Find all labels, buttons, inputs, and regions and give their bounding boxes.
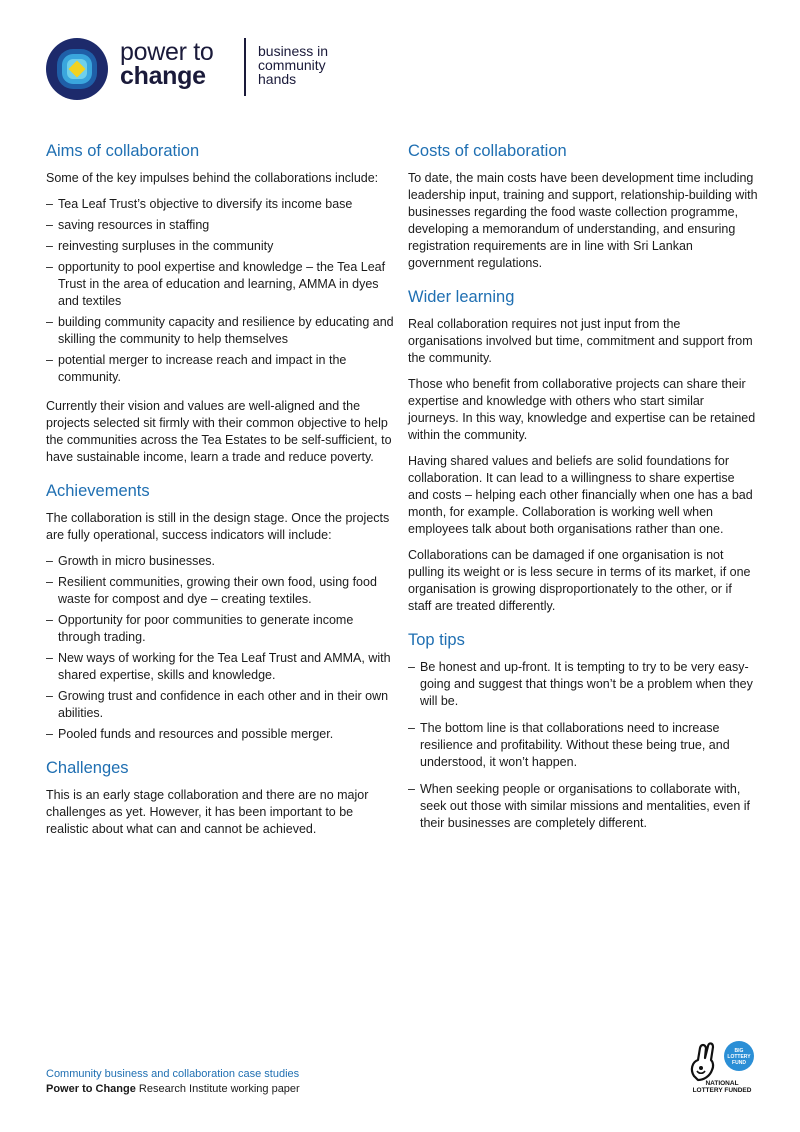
tagline-line: community bbox=[258, 57, 326, 73]
list-item: – Tea Leaf Trust’s objective to diversify its income base bbox=[46, 196, 396, 213]
footer-paper-rest: Research Institute working paper bbox=[135, 1083, 300, 1095]
achievements-section bbox=[46, 480, 396, 743]
funder-caption bbox=[678, 1080, 766, 1094]
list-item: – reinvesting surpluses in the community bbox=[46, 238, 396, 255]
list-item: – saving resources in staffing bbox=[46, 217, 396, 234]
header-divider bbox=[244, 38, 246, 96]
funder-caption-line: NATIONAL bbox=[705, 1080, 739, 1087]
top-tips-section bbox=[408, 629, 758, 832]
aims-section bbox=[46, 140, 396, 466]
list-item: – Resilient communities, growing their own food, using food waste for compost and dye – creating textiles. bbox=[46, 574, 396, 608]
aims-intro: Some of the key impulses behind the collaborations include: bbox=[46, 171, 379, 185]
list-item: – When seeking people or organisations to collaborate with, seek out those with similar missions and mentalities, even if their businesses are completely different. bbox=[408, 781, 758, 832]
list-item: – Pooled funds and resources and possible merger. bbox=[46, 726, 396, 743]
funder-caption-line: LOTTERY FUNDED bbox=[692, 1087, 752, 1094]
challenges-section bbox=[46, 757, 396, 838]
costs-text: To date, the main costs have been development time including leadership input, training and support, relationship-building with businesses regarding the food waste collection programme, developing a memorandum of understanding, and ensuring registration requirements are in line with Sri Lankan government regulations. bbox=[408, 171, 758, 270]
aims-outro: Currently their vision and values are well-aligned and the projects selected sit firmly with their common objective to help the communities across the Tea Estates to be self-sufficient, to have sustainable income, learn a trade and reduce poverty. bbox=[46, 399, 392, 464]
costs-heading: Costs of collaboration bbox=[408, 142, 567, 160]
achievements-heading: Achievements bbox=[46, 482, 150, 500]
left-column bbox=[46, 140, 396, 852]
list-item: – New ways of working for the Tea Leaf Trust and AMMA, with shared expertise, skills and knowledge. bbox=[46, 650, 396, 684]
top-tips-heading: Top tips bbox=[408, 631, 465, 649]
achievements-list bbox=[46, 553, 396, 743]
footer-series-title: Community business and collaboration case studies bbox=[46, 1068, 300, 1080]
achievements-intro: The collaboration is still in the design stage. Once the projects are fully operational, success indicators will include: bbox=[46, 511, 390, 542]
list-item: – Be honest and up-front. It is tempting to try to be very easy-going and suggest that things won’t be a problem when they will be. bbox=[408, 659, 758, 710]
aims-heading: Aims of collaboration bbox=[46, 142, 200, 160]
footer bbox=[46, 1067, 300, 1097]
footer-brand: Power to Change bbox=[46, 1083, 136, 1095]
challenges-text: This is an early stage collaboration and there are no major challenges as yet. However, it has been important to be realistic about what can and cannot be achieved. bbox=[46, 788, 369, 836]
brand-wordmark bbox=[120, 40, 238, 88]
costs-section bbox=[408, 140, 758, 272]
power-to-change-logo-icon bbox=[46, 38, 108, 100]
tagline-line: hands bbox=[258, 71, 297, 87]
wider-learning-paragraph: Having shared values and beliefs are solid foundations for collaboration. It can lead to a willingness to share expertise and costs – helping each other financially when one has a bad month, for example. Collaboration is working well when employees talk about both organisations rather than one. bbox=[408, 454, 753, 536]
tagline-line: business in bbox=[258, 43, 329, 59]
wider-learning-paragraph: Those who benefit from collaborative projects can share their expertise and knowledge with others who start similar journeys. In this way, knowledge and expertise can be retained within the community. bbox=[408, 377, 756, 442]
aims-list bbox=[46, 196, 396, 386]
tagline bbox=[258, 44, 368, 86]
challenges-heading: Challenges bbox=[46, 759, 129, 777]
list-item: – The bottom line is that collaborations need to increase resilience and profitability. Without these being true, and understood, it won’t happen. bbox=[408, 720, 758, 771]
badge-text: FUND bbox=[732, 1060, 746, 1066]
list-item: – building community capacity and resilience by educating and skilling the community to help themselves bbox=[46, 314, 396, 348]
brand-line-1: power to bbox=[120, 38, 214, 66]
right-column bbox=[408, 140, 758, 846]
badge-text: BIG bbox=[734, 1048, 744, 1054]
list-item: – Growth in micro businesses. bbox=[46, 553, 396, 570]
wider-learning-heading: Wider learning bbox=[408, 288, 515, 306]
footer-paper-title bbox=[46, 1082, 300, 1097]
brand-line-2: change bbox=[120, 62, 206, 90]
list-item: – potential merger to increase reach and impact in the community. bbox=[46, 352, 396, 386]
badge-text: LOTTERY bbox=[727, 1054, 751, 1060]
list-item: – Opportunity for poor communities to generate income through trading. bbox=[46, 612, 396, 646]
list-item: – Growing trust and confidence in each other and in their own abilities. bbox=[46, 688, 396, 722]
top-tips-list bbox=[408, 659, 758, 832]
list-item: – opportunity to pool expertise and knowledge – the Tea Leaf Trust in the area of education and learning, AMMA in dyes and textiles bbox=[46, 259, 396, 310]
wider-learning-paragraph: Collaborations can be damaged if one organisation is not pulling its weight or is less secure in terms of its market, if one organisation is growing disproportionately to the other, or if staff are treated differently. bbox=[408, 548, 751, 613]
wider-learning-section bbox=[408, 286, 758, 615]
wider-learning-paragraph: Real collaboration requires not just input from the organisations involved but time, commitment and support from the community. bbox=[408, 317, 753, 365]
